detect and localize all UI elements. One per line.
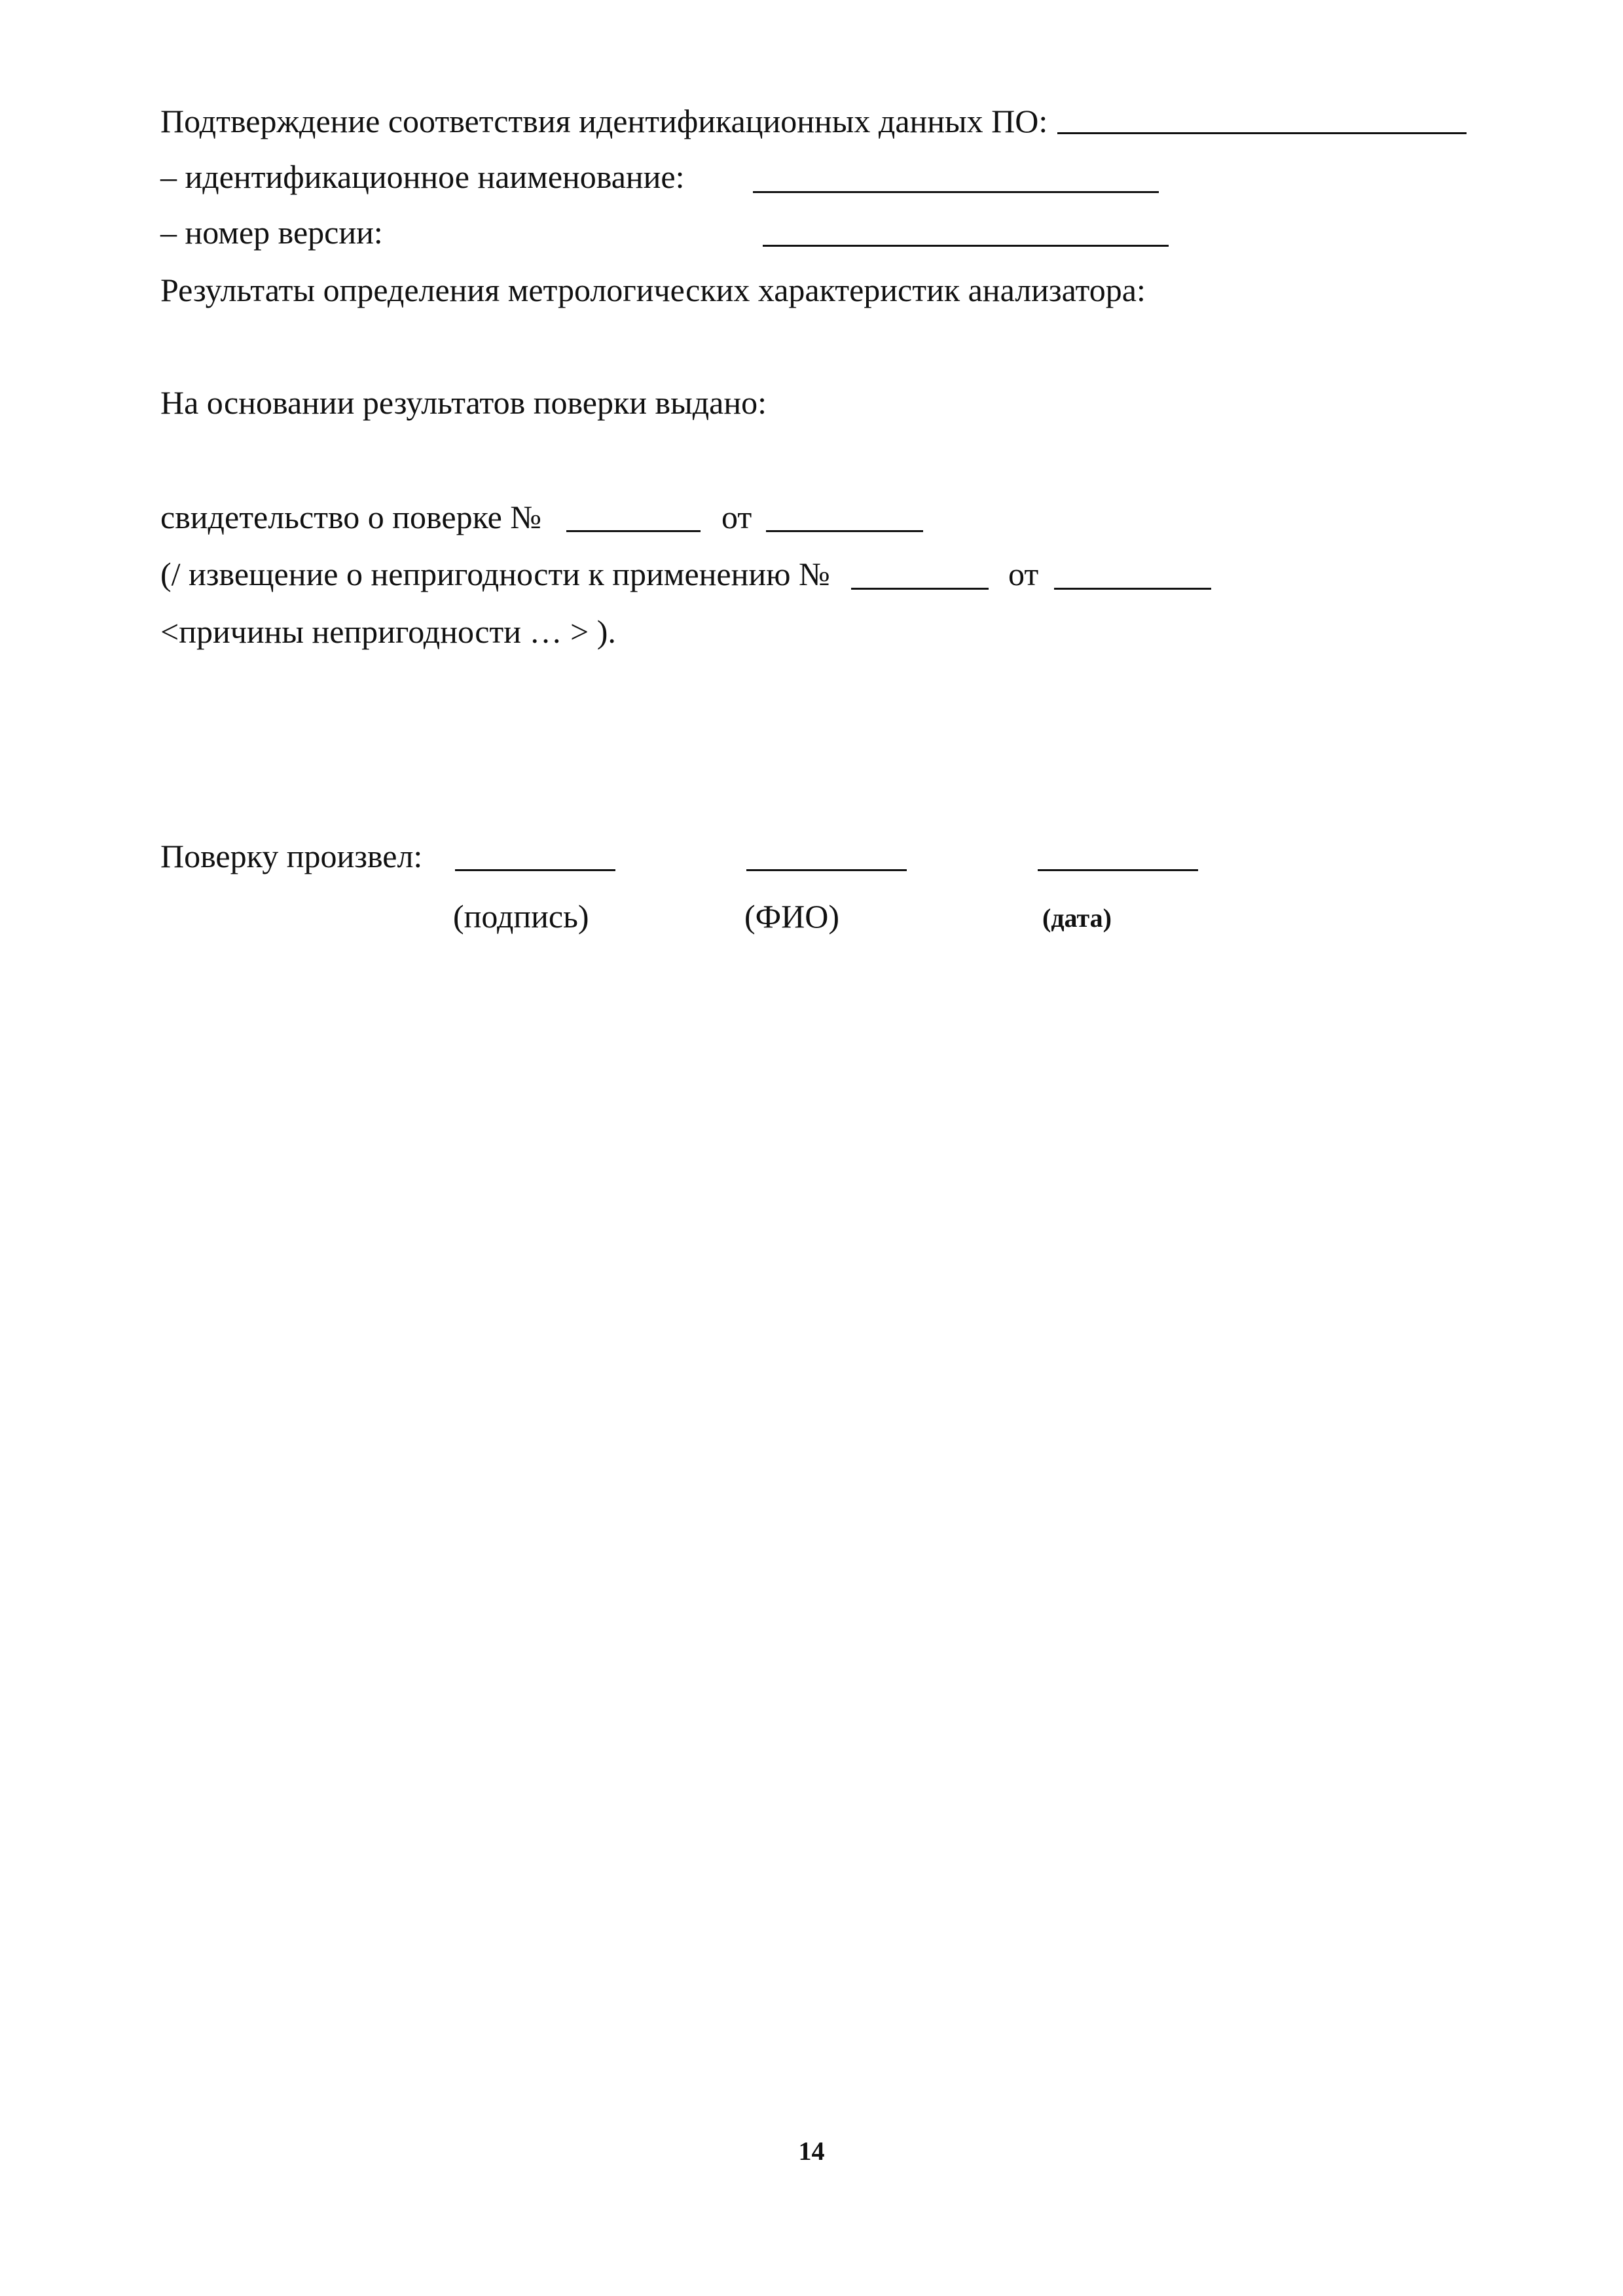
full-name-blank[interactable] xyxy=(746,869,907,871)
certificate-label: свидетельство о поверке № xyxy=(160,499,542,535)
identification-name-blank[interactable] xyxy=(753,191,1159,193)
date-blank[interactable] xyxy=(1038,869,1198,871)
notice-number-blank[interactable] xyxy=(851,588,989,590)
issued-basis-label: На основании результатов поверки выдано: xyxy=(160,384,767,421)
signature-caption: (подпись) xyxy=(453,898,589,935)
certificate-date-blank[interactable] xyxy=(766,530,923,532)
signature-blank[interactable] xyxy=(455,869,615,871)
full-name-caption: (ФИО) xyxy=(744,898,840,935)
software-confirmation-label: Подтверждение соответствия идентификационных данных ПО: xyxy=(160,103,1048,139)
identification-name-label: – идентификационное наименование: xyxy=(160,158,685,195)
unfitness-reasons-label: <причины непригодности … > ). xyxy=(160,613,616,650)
notice-from-label: от xyxy=(1008,556,1039,592)
date-caption: (дата) xyxy=(1042,903,1112,933)
certificate-number-blank[interactable] xyxy=(566,530,701,532)
metrology-results-label: Результаты определения метрологических характеристик анализатора: xyxy=(160,272,1146,308)
page-number: 14 xyxy=(798,2136,825,2166)
software-confirmation-blank[interactable] xyxy=(1057,132,1467,134)
verified-by-label: Поверку произвел: xyxy=(160,838,423,874)
notice-date-blank[interactable] xyxy=(1054,588,1211,590)
version-number-blank[interactable] xyxy=(763,245,1169,247)
certificate-from-label: от xyxy=(721,499,752,535)
notice-label: (/ извещение о непригодности к применению № xyxy=(160,556,830,592)
version-number-label: – номер версии: xyxy=(160,214,383,251)
